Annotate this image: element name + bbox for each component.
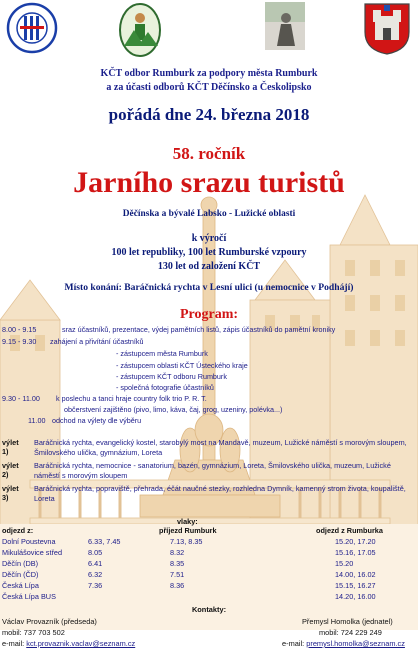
organizer-line-2: a za účasti odborů KČT Děčínsko a Českolipsko [106, 82, 312, 93]
col-departure-from: odjezd z: [2, 526, 34, 535]
email-link[interactable]: kct.provaznik.vaclav@seznam.cz [26, 639, 136, 648]
organizer-line-1: KČT odbor Rumburk za podpory města Rumburk [100, 68, 318, 79]
trip-label: výlet 2) [2, 461, 19, 479]
event-date: pořádá dne 24. března 2018 [108, 105, 310, 124]
rumburk-coat-of-arms [363, 2, 411, 56]
trip-route: Baráčnická rychta, nemocnice - sanatorium, bazén, gymnázium, Loreta, Šmilovského ulička, muzeum, Lužické náměstí s morovým sloupem [34, 461, 391, 480]
trip-label: výlet 3) [2, 484, 19, 502]
trip-label: výlet 1) [2, 438, 19, 456]
trip-route: Baráčnická rychta, evangelický kostel, starobylý most na Mandavě, muzeum, Lužické náměstí s morovým sloupem, Šmilovského ulička, gymnázium, Loreta [34, 438, 407, 457]
poster: KČT odbor Rumburk za podpory města Rumburk a za účasti odborů KČT Děčínsko a Českolipsko pořádá dne 24. března 2018 58. ročník Jarního srazu turistů Děčínska a bývalé Labsko - Lužické oblasti k výročí 100 let republiky, 100 let Rumburské vzpoury 130 let od založení KČT Místo konání: Baráčnická rychta v Lesní ulici (u nemocnice v Podhájí) Program: 8.00 - 9.15 sraz účastníků, prezentace, výdej pamětních listů, zápis účastníků do pamětní kroniky 9.15 - 9.30 zahájení a přivítání účastníků - zástupcem města Rumburk - zástupcem oblasti KČT Ústeckého kraje - zástupcem KČT odboru Rumburk - společná fotografie účastníků 9.30 - 11.00 k poslechu a tanci hraje country folk trio P. R. T. občerstvení zajištěno (pivo, limo, káva, čaj, grog, uzeniny, polévka...) 11.00 odchod na výlety dle výběru výlet 1) Baráčnická rychta, evangelický kostel, starobylý most na Mandavě, muzeum, Lužické náměstí s morovým sloupem, Šmilovského ulička, gymnázium, Loreta výlet 2) Baráčnická rychta, nemocnice - sanatorium, bazén, gymnázium, Loreta, Šmilovského ulička, muzeum, Lužické náměstí s morovým sloupem výlet 3) Baráčnická rychta, popraviště, přehrada, éčát naučné stezky, rozhledna Dymník, kamenný strom života, koupaliště, Loreta vlaky: odjezd z: příjezd Rumburk odjezd z Rumburka Dolní Poustevna 6.33, 7.45 7.13, 8.35 15.20, 17.20 Mikulášovice střed 8.05 8.32 15.16, 17.05 Děčín (DB) 6.41 8.35 15.20 Děčín (ČD) 6.32 7.51 14.00, 16.02 Česká Lípa 7.36 8.36 15.15, 16.27 Česká Lípa BUS 14.20, 16.00 Kontakty: Václav Provazník (předseda) mobil: 737 703 502 e-mail: kct.provaznik.vaclav@seznam.cz Přemysl Homolka (jednatel) mobil: 724 229 249 e-mail: premysl.homolka@seznam.cz [0, 0, 418, 650]
event-title: Jarního srazu turistů [73, 166, 345, 199]
contact-right-mobile: mobil: 724 229 249 [319, 628, 382, 637]
contacts-title: Kontakty: [191, 605, 227, 614]
contact-left-name: Václav Provazník (předseda) [2, 617, 97, 626]
edition: 58. ročník [172, 144, 246, 163]
trip-route: Baráčnická rychta, popraviště, přehrada, éčát naučné stezky, rozhledna Dymník, kamenný strom života, koupaliště, Loreta [34, 484, 406, 503]
email-link[interactable]: premysl.homolka@seznam.cz [306, 639, 405, 648]
kct-logo [6, 2, 58, 54]
anniversary-intro: k výročí [191, 233, 227, 244]
venue: Místo konání: Baráčnická rychta v Lesní ulici (u nemocnice v Podhájí) [64, 282, 354, 293]
anniversary-line-2: 130 let od založení KČT [157, 261, 261, 272]
trains-label: vlaky: [177, 517, 198, 526]
col-arrival-rumburk: příjezd Rumburk [159, 526, 217, 535]
logo-bar [0, 0, 418, 62]
contact-right-name: Přemysl Homolka (jednatel) [302, 617, 393, 626]
contact-left-email-row: e-mail: kct.provaznik.vaclav@seznam.cz [2, 639, 136, 648]
statue-photo [265, 2, 305, 50]
contact-right-email-row: e-mail: premysl.homolka@seznam.cz [282, 639, 405, 648]
hiking-club-logo [118, 2, 162, 58]
col-departure-rumburk: odjezd z Rumburka [316, 526, 383, 535]
anniversary-line-1: 100 let republiky, 100 let Rumburské vzpoury [111, 247, 307, 258]
contact-left-mobile: mobil: 737 703 502 [2, 628, 65, 637]
program-title: Program: [179, 307, 239, 322]
event-subtitle: Děčínska a bývalé Labsko - Lužické oblasti [122, 209, 296, 219]
